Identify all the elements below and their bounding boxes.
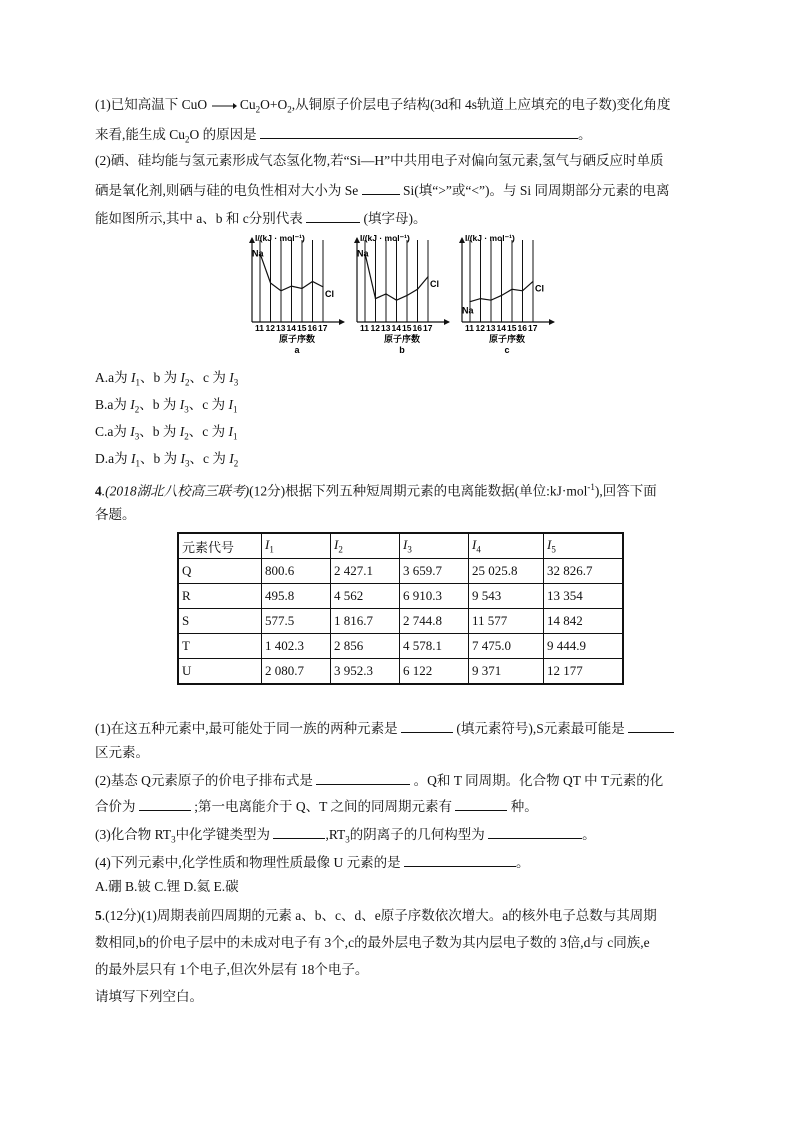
answer-blank-q-config[interactable] — [316, 770, 410, 785]
table-cell: 3 952.3 — [331, 659, 400, 685]
table-cell: 800.6 — [262, 559, 331, 584]
q3-part1-line1 — [95, 96, 671, 119]
q3-part2-line1: (2)硒、硅均能与氢元素形成气态氢化物,若“Si—H”中共用电子对偏向氢元素,氢气与硒反应时单质 — [95, 153, 664, 168]
table-cell: U — [178, 659, 262, 685]
data-point — [385, 293, 386, 294]
table-cell: 2 744.8 — [400, 609, 469, 634]
table-row — [178, 659, 623, 685]
q4-intro-line2: 各题。 — [95, 507, 136, 522]
ionization-chart-a — [240, 230, 352, 364]
data-point — [301, 288, 302, 289]
table-cell: R — [178, 584, 262, 609]
data-point — [375, 298, 376, 299]
option-c[interactable]: C.a为 $I_3$、b 为 $I_2$、c 为 $I_1$ — [95, 424, 238, 442]
q5-number: 5 — [95, 908, 102, 923]
q3-part1-text-a: (1)已知高温下 CuO — [95, 97, 208, 112]
answer-blank-element-count[interactable] — [455, 796, 507, 811]
table-cell: Q — [178, 559, 262, 584]
table-cell: 25 025.8 — [469, 559, 544, 584]
x-tick-label: 13 — [486, 323, 496, 333]
y-axis-label: I/(kJ · mol⁻¹) — [360, 233, 410, 243]
data-point — [522, 290, 523, 291]
y-axis-label: I/(kJ · mol⁻¹) — [255, 233, 305, 243]
x-tick-label: 12 — [370, 323, 380, 333]
x-tick-label: 16 — [517, 323, 527, 333]
table-cell: 6 122 — [400, 659, 469, 685]
answer-blank-abc[interactable] — [306, 208, 360, 223]
option-b[interactable]: B.a为 $I_2$、b 为 $I_3$、c 为 $I_1$ — [95, 397, 238, 415]
q4-sub4-choices[interactable]: A.硼 B.铍 C.锂 D.氦 E.碳 — [95, 879, 239, 894]
x-tick-label: 14 — [496, 323, 506, 333]
q3-part1-line2-b: O 的原因是 — [189, 127, 257, 142]
data-point — [280, 290, 281, 291]
answer-blank-same-group[interactable] — [401, 718, 453, 733]
chart-letter-label: a — [294, 345, 300, 355]
table-cell: 2 427.1 — [331, 559, 400, 584]
q4-sub2-line2: 合价为 ;第一电离能介于 Q、T 之间的同周期元素有 种。 — [95, 796, 538, 816]
table-cell: 12 177 — [544, 659, 624, 685]
start-element-label: Na — [252, 248, 264, 259]
table-cell: 9 371 — [469, 659, 544, 685]
table-cell: T — [178, 634, 262, 659]
q4-sub4: (4)下列元素中,化学性质和物理性质最像 U 元素的是 。 — [95, 852, 530, 872]
table-cell: 2 856 — [331, 634, 400, 659]
table-cell: 4 562 — [331, 584, 400, 609]
answer-blank-cu2o-reason[interactable] — [260, 124, 578, 139]
ionization-energy-table — [177, 532, 624, 685]
q3-part1-line2-sub: 2 — [185, 134, 190, 145]
q5-line2: 数相同,b的价电子层中的未成对电子有 3个,c的最外层电子数为其内层电子数的 3倍,d与 c同族,e — [95, 935, 650, 950]
table-cell: 577.5 — [262, 609, 331, 634]
x-tick-label: 16 — [307, 323, 317, 333]
q3-part2-line3-b: (填字母)。 — [363, 211, 427, 226]
end-element-label: Cl — [430, 278, 439, 289]
table-cell: 9 444.9 — [544, 634, 624, 659]
q3-part1-text-d: ,从铜原子价层电子结构(3d和 4s轨道上应填充的电子数)变化角度 — [291, 97, 671, 112]
x-tick-label: 14 — [286, 323, 296, 333]
data-point — [501, 295, 502, 296]
q4-intro-a: (12分)根据下列五种短周期元素的电离能数据(单位:kJ·mol — [249, 483, 588, 499]
x-tick-label: 12 — [265, 323, 275, 333]
table-cell: 1 402.3 — [262, 634, 331, 659]
data-point — [532, 281, 533, 282]
q4-intro-sup: -1 — [587, 482, 595, 492]
table-cell: S — [178, 609, 262, 634]
y-axis-label: I/(kJ · mol⁻¹) — [465, 233, 515, 243]
q4-sub1-line1: (1)在这五种元素中,最可能处于同一族的两种元素是 (填元素符号),S元素最可能是 — [95, 718, 674, 738]
q3-part1-text-c: O+O — [260, 97, 288, 112]
x-axis-label: 原子序数 — [383, 335, 421, 345]
x-axis-arrow-icon — [549, 319, 555, 325]
table-row — [178, 634, 623, 659]
table-cell: 495.8 — [262, 584, 331, 609]
data-point — [291, 286, 292, 287]
data-point — [427, 276, 428, 277]
q3-part2-line2 — [95, 180, 669, 200]
data-point — [511, 289, 512, 290]
x-axis-label: 原子序数 — [278, 335, 316, 345]
q4-sub2-line1: (2)基态 Q元素原子的价电子排布式是 。Q和 T 同周期。化合物 QT 中 T元素的化 — [95, 770, 663, 790]
answer-blank-similar-element[interactable] — [404, 852, 516, 867]
start-element-label: Na — [462, 305, 474, 316]
x-tick-label: 17 — [423, 323, 433, 333]
end-element-label: Cl — [535, 283, 544, 294]
q3-part2-line2-a: 硒是氧化剂,则硒与硅的电负性相对大小为 Se — [95, 183, 359, 198]
x-tick-label: 15 — [297, 323, 307, 333]
table-cell: 6 910.3 — [400, 584, 469, 609]
q3-part1-text-b: Cu — [239, 97, 256, 112]
table-cell: 9 543 — [469, 584, 544, 609]
q5-line1 — [95, 907, 657, 925]
data-point — [406, 295, 407, 296]
ionization-chart-b — [345, 230, 457, 364]
reaction-arrow-icon — [211, 101, 237, 111]
option-d[interactable]: D.a为 $I_1$、b 为 $I_3$、c 为 $I_2$ — [95, 451, 239, 469]
table-cell: 2 080.7 — [262, 659, 331, 685]
table-cell: 7 475.0 — [469, 634, 544, 659]
q3-part1-line2-end: 。 — [578, 127, 592, 142]
q5-line3: 的最外层只有 1个电子,但次外层有 18个电子。 — [95, 962, 369, 977]
x-tick-label: 15 — [402, 323, 412, 333]
q5-line4: 请填写下列空白。 — [95, 989, 203, 1004]
q3-part2-line3 — [95, 208, 426, 228]
data-point — [417, 289, 418, 290]
table-cell: 4 578.1 — [400, 634, 469, 659]
q4-intro-b: ),回答下面 — [594, 483, 657, 499]
data-point — [396, 300, 397, 301]
x-tick-label: 13 — [381, 323, 391, 333]
x-tick-label: 16 — [412, 323, 422, 333]
q3-part1-line2-a: 来看,能生成 Cu — [95, 127, 186, 142]
table-header-i1: $I_1$ — [262, 533, 331, 559]
data-point — [270, 282, 271, 283]
table-cell: 13 354 — [544, 584, 624, 609]
q4-sub1-line2: 区元素。 — [95, 745, 149, 760]
x-tick-label: 11 — [255, 323, 264, 333]
start-element-label: Na — [357, 248, 369, 259]
data-point — [469, 301, 470, 302]
table-header-code: 元素代号 — [178, 533, 262, 559]
q5-line1-text: .(12分)(1)周期表前四周期的元素 a、b、c、d、e原子序数依次增大。a的核外电子总数与其周期 — [101, 908, 657, 923]
q3-part1-line2 — [95, 124, 592, 149]
x-tick-label: 12 — [475, 323, 485, 333]
q4-number: 4 — [95, 483, 102, 499]
table-header-row — [178, 533, 623, 559]
x-tick-label: 14 — [391, 323, 401, 333]
q4-intro-line1 — [95, 478, 657, 501]
data-point — [490, 300, 491, 301]
answer-blank-electronegativity[interactable] — [362, 180, 400, 195]
table-cell: 14 842 — [544, 609, 624, 634]
table-cell: 1 816.7 — [331, 609, 400, 634]
data-point — [312, 281, 313, 282]
q3-part2-line2-b: Si(填“>”或“<”)。与 Si 同周期部分元素的电离 — [403, 183, 670, 198]
table-header-i2: $I_2$ — [331, 533, 400, 559]
answer-blank-s-block[interactable] — [628, 718, 674, 733]
x-tick-label: 17 — [528, 323, 538, 333]
q4-sub3: (3)化合物 $RT_3$中化学键类型为 $,RT_3$的阴离子的几何构型为 。 — [95, 824, 596, 849]
data-point — [480, 298, 481, 299]
table-header-i4: $I_4$ — [469, 533, 544, 559]
answer-blank-geometry[interactable] — [488, 824, 582, 839]
table-row — [178, 609, 623, 634]
table-cell: 32 826.7 — [544, 559, 624, 584]
x-tick-label: 11 — [465, 323, 474, 333]
q4-source: .(2018湖北八校高三联考) — [101, 483, 250, 499]
end-element-label: Cl — [325, 288, 334, 299]
table-cell: 3 659.7 — [400, 559, 469, 584]
x-axis-label: 原子序数 — [488, 335, 526, 345]
x-tick-label: 17 — [318, 323, 328, 333]
chart-letter-label: b — [399, 345, 405, 355]
q3-part2-line3-a: 能如图所示,其中 a、b 和 c分别代表 — [95, 211, 303, 226]
table-header-i5: $I_5$ — [544, 533, 624, 559]
table-cell: 11 577 — [469, 609, 544, 634]
ionization-chart-c — [450, 230, 562, 364]
data-point — [322, 286, 323, 287]
answer-blank-bond-type[interactable] — [273, 824, 325, 839]
table-row — [178, 559, 623, 584]
q3-part1-sub-b: 2 — [255, 104, 261, 115]
table-header-i3: $I_3$ — [400, 533, 469, 559]
chart-letter-label: c — [504, 345, 510, 355]
answer-blank-t-valence[interactable] — [139, 796, 191, 811]
table-row — [178, 584, 623, 609]
x-tick-label: 13 — [276, 323, 286, 333]
x-tick-label: 11 — [360, 323, 369, 333]
q3-part1-sub-c: 2 — [287, 104, 292, 115]
x-tick-label: 15 — [507, 323, 517, 333]
option-a[interactable]: A.a为 $I_1$、b 为 $I_2$、c 为 $I_3$ — [95, 370, 239, 388]
